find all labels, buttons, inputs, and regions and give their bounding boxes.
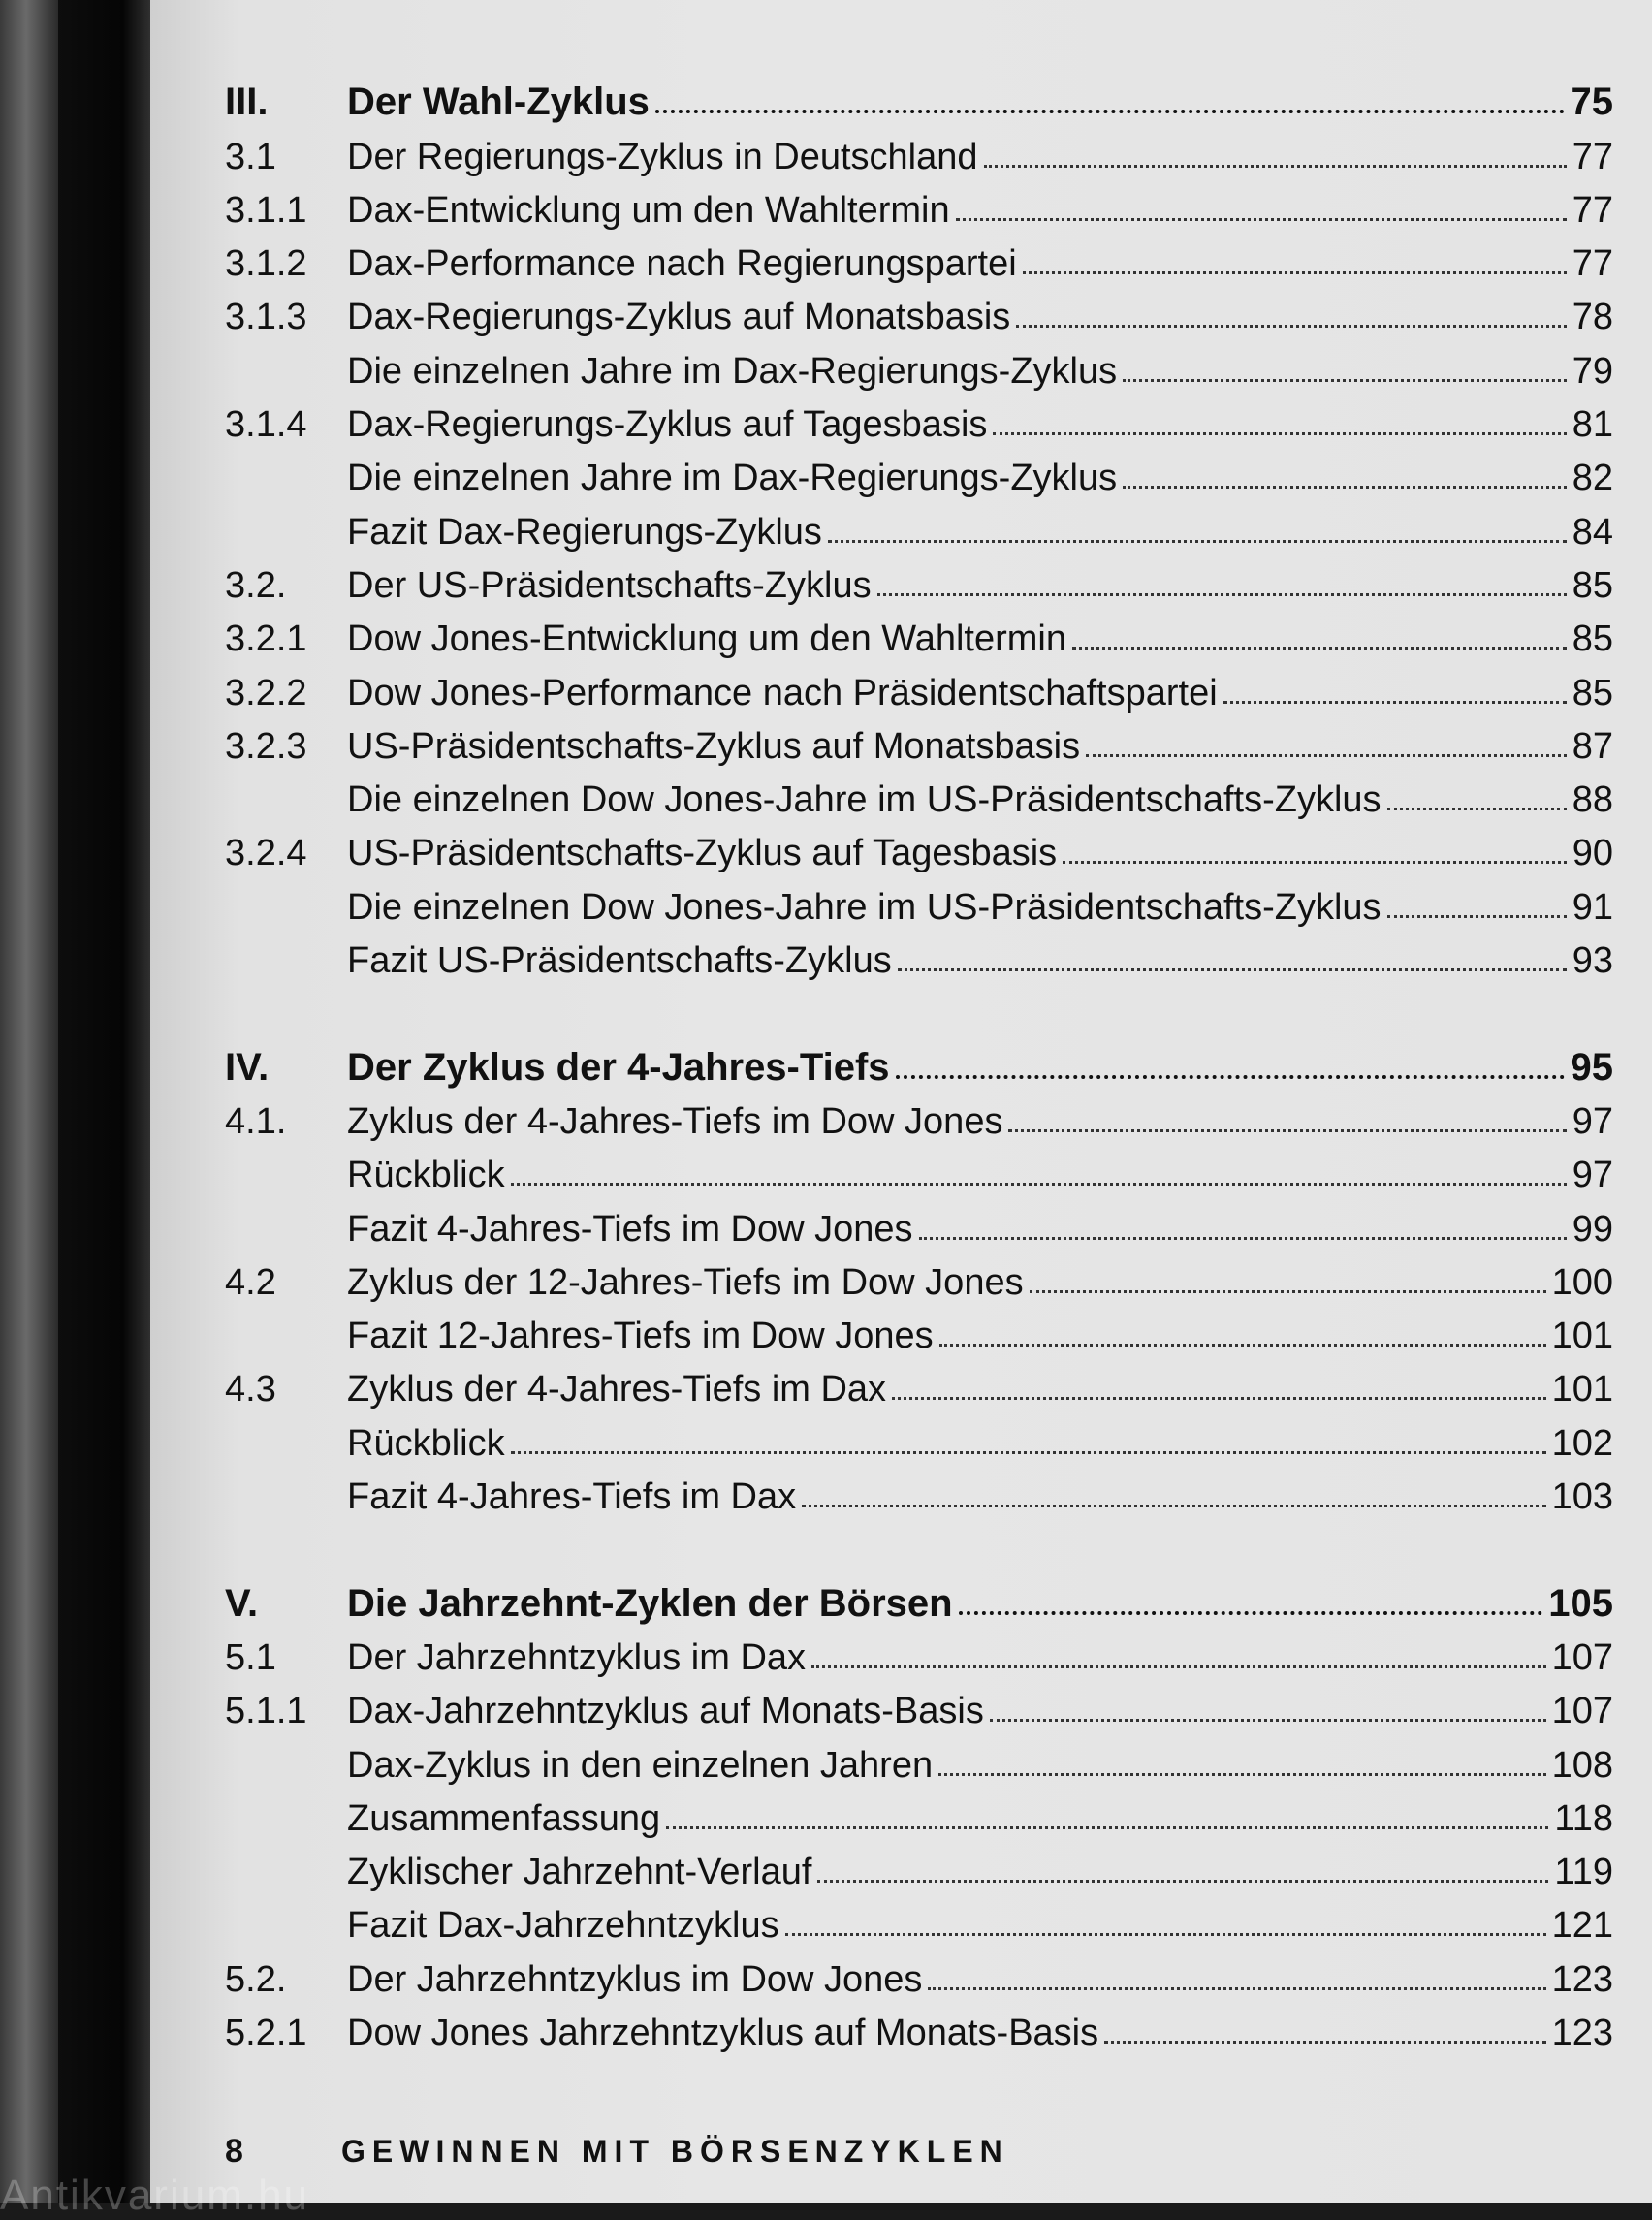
toc-dot-leader [938,1773,1545,1776]
toc-entry-page: 82 [1572,458,1613,499]
toc-dot-leader [1030,1290,1546,1293]
toc-dot-leader [655,110,1565,113]
toc-dot-leader [802,1505,1545,1507]
toc-dot-leader [898,968,1567,971]
toc-entry-title: Zyklus der 4-Jahres-Tiefs im Dax [347,1369,887,1411]
toc-entry-title: Zusammenfassung [347,1797,661,1839]
toc-entry-page: 123 [1551,1958,1613,2000]
toc-dot-leader [1123,486,1567,489]
toc-entry-number: 3.2.2 [225,672,307,714]
toc-entry-number: V. [225,1581,259,1625]
toc-entry-row [225,1140,1613,1196]
toc-entry-page: 87 [1572,725,1613,767]
toc-entry-page: 97 [1572,1100,1613,1142]
toc-entry-page: 108 [1551,1744,1613,1786]
toc-entry-page: 103 [1551,1476,1613,1518]
toc-entry-row [225,1837,1613,1893]
toc-dot-leader [984,165,1567,168]
toc-entry-number: 3.2.3 [225,725,307,767]
toc-entry-row [225,1998,1613,2051]
toc-entry-title: Fazit 12-Jahres-Tiefs im Dow Jones [347,1316,934,1357]
toc-dot-leader [892,1397,1546,1400]
toc-entry-page: 91 [1572,886,1613,928]
toc-entry-row [225,657,1613,714]
toc-entry-title: Fazit US-Präsidentschafts-Zyklus [347,940,892,982]
toc-entry-number: 3.1.4 [225,404,307,446]
toc-entry-row [225,712,1613,765]
toc-entry-page: 75 [1570,80,1613,124]
toc-entry-title: Der Regierungs-Zyklus in Deutschland [347,136,978,177]
toc-entry-number: 3.1.3 [225,297,307,338]
toc-dot-leader [511,1451,1546,1454]
toc-entry-title: Zyklischer Jahrzehnt-Verlauf [347,1852,812,1893]
page-edge-shadow [58,0,150,2203]
toc-entry-title: Der Zyklus der 4-Jahres-Tiefs [347,1045,890,1089]
toc-entry-row [225,1248,1613,1301]
toc-entry-title: Dax-Jahrzehntzyklus auf Monats-Basis [347,1691,984,1732]
toc-entry-page: 95 [1570,1045,1613,1089]
toc-entry-number: 5.1.1 [225,1691,307,1732]
toc-entry-title: Dax-Performance nach Regierungspartei [347,243,1017,285]
toc-entry-title: Dow Jones-Performance nach Präsidentschaftspartei [347,672,1218,714]
toc-entry-title: Der Jahrzehntzyklus im Dax [347,1636,807,1678]
toc-dot-leader [1223,701,1567,704]
toc-dot-leader [1104,2041,1545,2044]
toc-entry-row [225,1354,1613,1411]
toc-entry-page: 102 [1551,1422,1613,1464]
toc-entry-row [225,121,1613,177]
toc-entry-page: 85 [1572,618,1613,660]
footer-page-number: 8 [225,2133,243,2170]
toc-entry-number: III. [225,80,269,124]
toc-entry-title: Fazit 4-Jahres-Tiefs im Dow Jones [347,1208,913,1250]
toc-entry-page: 93 [1572,940,1613,982]
toc-entry-title: Dax-Regierungs-Zyklus auf Monatsbasis [347,297,1011,338]
toc-entry-number: 3.2.4 [225,833,307,874]
toc-entry-title: Zyklus der 12-Jahres-Tiefs im Dow Jones [347,1261,1024,1303]
toc-entry-row [225,496,1613,553]
toc-dot-leader [1072,647,1567,650]
toc-dot-leader [811,1665,1546,1668]
page-footer [225,2133,1388,2171]
toc-entry-number: 3.1 [225,136,276,177]
toc-entry-row [225,1944,1613,2000]
toc-entry-page: 99 [1572,1208,1613,1250]
toc-entry-row [225,1784,1613,1837]
toc-entry-title: Die einzelnen Jahre im Dax-Regierungs-Zyklus [347,458,1118,499]
toc-entry-page: 123 [1551,2012,1613,2053]
toc-entry-row [225,175,1613,229]
toc-chapter-row [225,1569,1613,1625]
toc-entry-title: Zyklus der 4-Jahres-Tiefs im Dow Jones [347,1100,1003,1142]
toc-entry-page: 97 [1572,1155,1613,1196]
toc-entry-title: Fazit Dax-Regierungs-Zyklus [347,511,822,553]
toc-entry-number: 5.2. [225,1958,287,2000]
toc-dot-leader [928,1987,1545,1990]
toc-entry-number: 3.1.2 [225,243,307,285]
toc-entry-title: US-Präsidentschafts-Zyklus auf Tagesbasis [347,833,1058,874]
toc-entry-page: 84 [1572,511,1613,553]
toc-entry-number: 3.2. [225,564,287,606]
toc-entry-page: 101 [1551,1316,1613,1357]
toc-entry-row [225,443,1613,499]
toc-entry-row [225,1087,1613,1140]
toc-dot-leader [993,432,1566,435]
toc-entry-title: Die einzelnen Jahre im Dax-Regierungs-Zyklus [347,350,1118,392]
toc-dot-leader [896,1075,1565,1079]
toc-entry-number: 5.2.1 [225,2012,307,2053]
toc-entry-number: 3.2.1 [225,618,307,660]
toc-dot-leader [990,1719,1546,1722]
section-gap [225,1515,1613,1569]
toc-dot-leader [817,1880,1548,1883]
toc-entry-row [225,1301,1613,1357]
toc-entry-page: 107 [1551,1691,1613,1732]
section-gap [225,979,1613,1032]
toc-entry-title: Der Wahl-Zyklus [347,80,650,124]
toc-entry-title: Dow Jones-Entwicklung um den Wahltermin [347,618,1067,660]
toc-dot-leader [956,218,1567,221]
toc-entry-title: Rückblick [347,1422,505,1464]
toc-entry-page: 119 [1554,1852,1613,1893]
toc-entry-row [225,229,1613,285]
toc-entry-row [225,818,1613,872]
toc-entry-row [225,551,1613,604]
table-of-contents [225,68,1613,2051]
toc-dot-leader [1387,808,1567,810]
toc-entry-number: 4.2 [225,1261,276,1303]
toc-entry-row [225,1729,1613,1786]
toc-dot-leader [1123,379,1567,382]
toc-entry-row [225,926,1613,982]
toc-dot-leader [1016,325,1566,328]
toc-entry-title: Dax-Entwicklung um den Wahltermin [347,189,950,231]
toc-dot-leader [666,1826,1548,1829]
toc-entry-row [225,1890,1613,1947]
toc-entry-page: 101 [1551,1369,1613,1411]
toc-entry-title: Fazit Dax-Jahrzehntzyklus [347,1905,779,1947]
toc-entry-page: 118 [1554,1797,1613,1839]
toc-entry-title: Dow Jones Jahrzehntzyklus auf Monats-Basis [347,2012,1099,2053]
toc-entry-page: 81 [1572,404,1613,446]
toc-dot-leader [511,1183,1567,1186]
toc-entry-page: 79 [1572,350,1613,392]
toc-entry-page: 78 [1572,297,1613,338]
toc-entry-title: Dax-Regierungs-Zyklus auf Tagesbasis [347,404,988,446]
toc-entry-row [225,282,1613,338]
toc-entry-row [225,604,1613,660]
toc-dot-leader [785,1933,1546,1936]
toc-entry-row [225,1623,1613,1676]
toc-entry-title: Dax-Zyklus in den einzelnen Jahren [347,1744,934,1786]
toc-entry-row [225,1462,1613,1518]
toc-entry-number: 5.1 [225,1636,276,1678]
toc-dot-leader [919,1237,1567,1240]
book-spine [0,0,58,2203]
toc-dot-leader [939,1344,1546,1347]
footer-book-title: GEWINNEN MIT BÖRSENZYKLEN [341,2134,1009,2169]
toc-entry-title: Rückblick [347,1155,505,1196]
toc-dot-leader [1008,1129,1566,1132]
toc-dot-leader [1387,915,1567,918]
toc-entry-row [225,1408,1613,1464]
toc-entry-row [225,390,1613,446]
toc-entry-number: 3.1.1 [225,189,307,231]
watermark-text: Antikvarium.hu [0,2172,310,2219]
toc-entry-title: Die einzelnen Dow Jones-Jahre im US-Präsidentschafts-Zyklus [347,779,1382,821]
toc-entry-title: Fazit 4-Jahres-Tiefs im Dax [347,1476,797,1518]
toc-entry-page: 77 [1572,189,1613,231]
toc-entry-row [225,872,1613,928]
toc-entry-page: 90 [1572,833,1613,874]
toc-entry-number: IV. [225,1045,270,1089]
toc-entry-title: Der US-Präsidentschafts-Zyklus [347,564,872,606]
toc-entry-page: 85 [1572,564,1613,606]
toc-entry-number: 4.1. [225,1100,287,1142]
toc-dot-leader [828,540,1567,543]
toc-entry-title: Die Jahrzehnt-Zyklen der Börsen [347,1581,953,1625]
toc-dot-leader [877,593,1567,596]
toc-entry-page: 100 [1551,1261,1613,1303]
toc-entry-page: 77 [1572,136,1613,177]
toc-entry-row [225,335,1613,392]
toc-chapter-row [225,1032,1613,1089]
toc-entry-page: 85 [1572,672,1613,714]
toc-dot-leader [1023,271,1567,274]
toc-entry-row [225,765,1613,821]
toc-entry-page: 107 [1551,1636,1613,1678]
toc-entry-page: 88 [1572,779,1613,821]
toc-entry-title: Die einzelnen Dow Jones-Jahre im US-Präsidentschafts-Zyklus [347,886,1382,928]
toc-entry-title: Der Jahrzehntzyklus im Dow Jones [347,1958,923,2000]
toc-entry-page: 121 [1551,1905,1613,1947]
toc-entry-number: 4.3 [225,1369,276,1411]
toc-entry-title: US-Präsidentschafts-Zyklus auf Monatsbasis [347,725,1081,767]
toc-entry-row [225,1193,1613,1250]
toc-dot-leader [1086,754,1567,757]
toc-chapter-row [225,68,1613,124]
toc-entry-page: 77 [1572,243,1613,285]
toc-entry-row [225,1676,1613,1732]
toc-dot-leader [959,1611,1543,1615]
toc-dot-leader [1063,861,1567,864]
toc-entry-page: 105 [1548,1581,1613,1625]
